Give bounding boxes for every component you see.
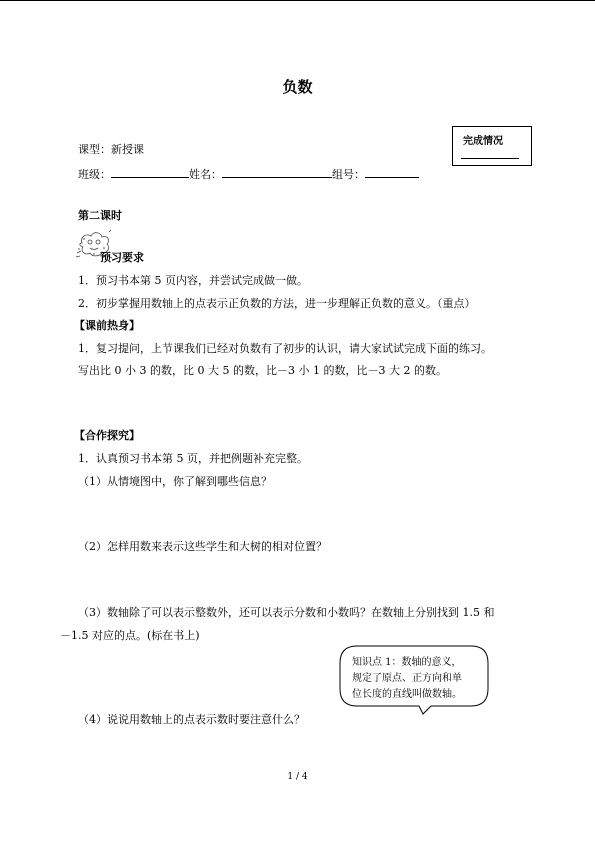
completion-status-label: 完成情况 bbox=[463, 136, 503, 147]
lesson-period: 第二课时 bbox=[78, 209, 122, 222]
callout-line-3: 位长度的直线叫做数轴。 bbox=[352, 689, 462, 700]
name-label: 姓名： bbox=[189, 168, 222, 181]
class-label: 班级： bbox=[78, 168, 111, 181]
explore-question-3-line-2: －1.5 对应的点。(标在书上) bbox=[60, 629, 200, 642]
group-blank[interactable] bbox=[365, 166, 419, 178]
explore-question-1: （1）从情境图中，你了解到哪些信息？ bbox=[78, 475, 272, 488]
class-blank[interactable] bbox=[111, 166, 189, 178]
preview-heading: 预习要求 bbox=[100, 251, 144, 264]
explore-intro: 1．认真预习书本第 5 页，并把例题补充完整。 bbox=[78, 452, 308, 465]
group-label: 组号： bbox=[332, 168, 365, 181]
explore-question-4: （4）说说用数轴上的点表示数时要注意什么？ bbox=[78, 713, 305, 726]
page-title: 负数 bbox=[282, 78, 313, 96]
warmup-line-2: 写出比 0 小 3 的数，比 0 大 5 的数，比－3 小 1 的数，比－3 大 2 的数。 bbox=[78, 364, 447, 377]
completion-status-box bbox=[452, 126, 532, 166]
explore-question-3-line-1: （3）数轴除了可以表示整数外，还可以表示分数和小数吗？在数轴上分别找到 1.5 和 bbox=[78, 606, 495, 619]
knowledge-callout-text bbox=[352, 655, 462, 703]
lesson-type: 课型：新授课 bbox=[78, 143, 144, 156]
callout-line-2: 规定了原点、正方向和单 bbox=[352, 673, 462, 684]
completion-status-blank[interactable] bbox=[461, 158, 519, 159]
preview-item-2: 2．初步掌握用数轴上的点表示正负数的方法，进一步理解正负数的意义。（重点） bbox=[78, 297, 476, 310]
explore-heading: 【合作探究】 bbox=[74, 429, 140, 442]
name-blank[interactable] bbox=[222, 166, 332, 178]
warmup-heading: 【课前热身】 bbox=[74, 319, 140, 332]
explore-question-2: （2）怎样用数来表示这些学生和大树的相对位置？ bbox=[78, 540, 327, 553]
warmup-line-1: 1．复习提问，上节课我们已经对负数有了初步的认识，请大家试试完成下面的练习。 bbox=[78, 342, 492, 355]
preview-item-1: 1．预习书本第 5 页内容，并尝试完成做一做。 bbox=[78, 274, 308, 287]
top-border-line bbox=[0, 0, 595, 1]
page-number: 1 / 4 bbox=[287, 772, 308, 782]
callout-line-1: 知识点 1：数轴的意义， bbox=[352, 657, 462, 668]
student-info-line bbox=[78, 166, 419, 182]
